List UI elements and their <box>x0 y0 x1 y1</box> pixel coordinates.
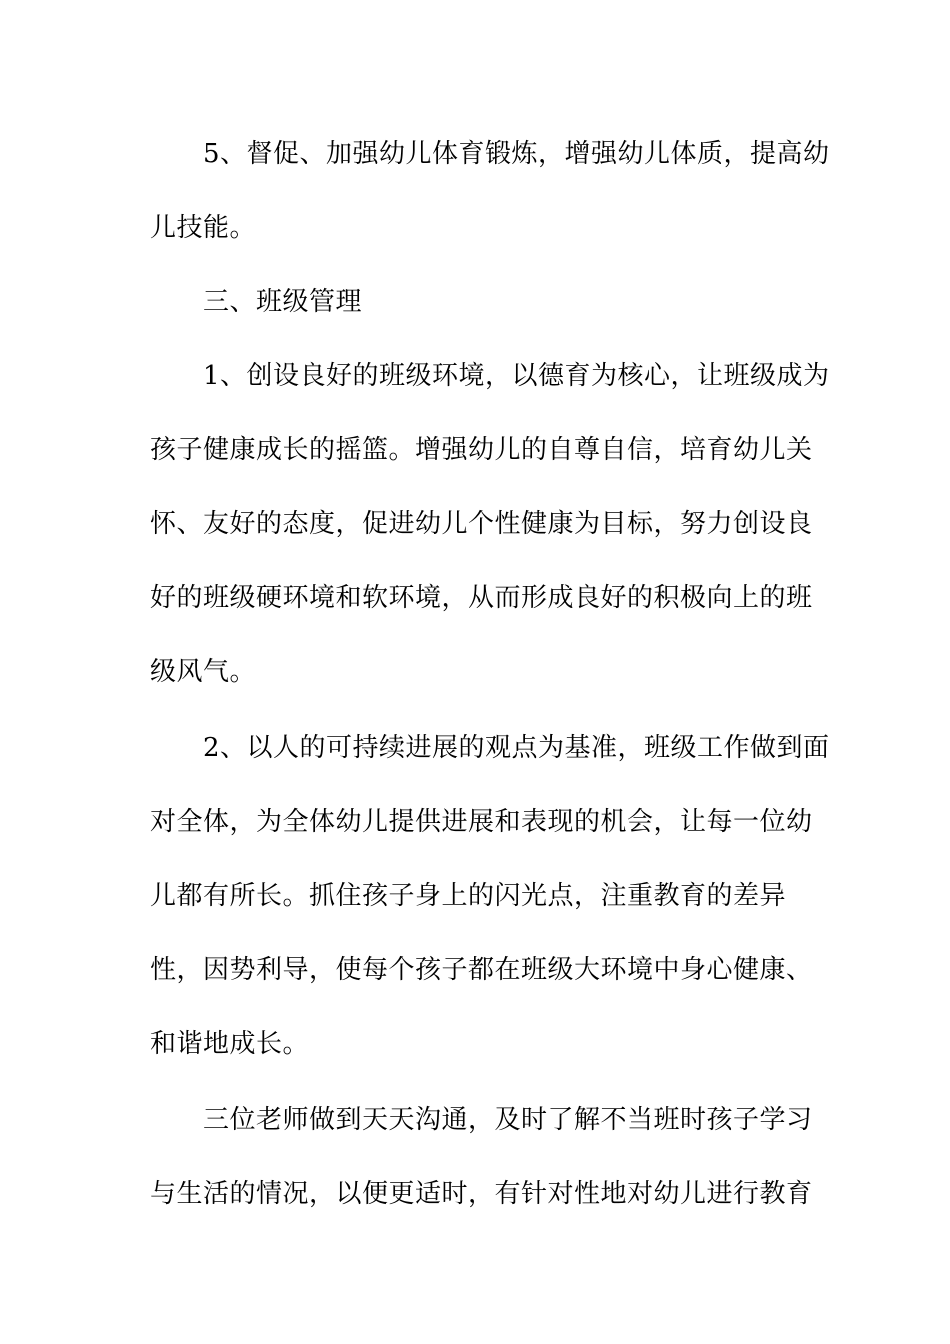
paragraph-2-line-1: 2、以人的可持续进展的观点为基准，班级工作做到面 <box>203 733 830 763</box>
paragraph-2-line-5: 和谐地成长。 <box>150 1029 310 1059</box>
paragraph-1-line-1: 1、创设良好的班级环境，以德育为核心，让班级成为 <box>203 361 830 391</box>
paragraph-1-line-4: 好的班级硬环境和软环境，从而形成良好的积极向上的班 <box>150 583 813 613</box>
paragraph-3-line-1: 三位老师做到天天沟通，及时了解不当班时孩子学习 <box>203 1105 813 1135</box>
paragraph-2-line-4: 性，因势利导，使每个孩子都在班级大环境中身心健康、 <box>150 955 813 985</box>
paragraph-1-line-3: 怀、友好的态度，促进幼儿个性健康为目标，努力创设良 <box>150 509 813 539</box>
section-heading-class-management: 三、班级管理 <box>203 287 363 317</box>
paragraph-2-line-2: 对全体，为全体幼儿提供进展和表现的机会，让每一位幼 <box>150 807 813 837</box>
paragraph-5-line-1: 5、督促、加强幼儿体育锻炼，增强幼儿体质，提高幼 <box>203 139 830 169</box>
paragraph-1-line-2: 孩子健康成长的摇篮。增强幼儿的自尊自信，培育幼儿关 <box>150 435 813 465</box>
paragraph-5-line-2: 儿技能。 <box>150 213 257 243</box>
paragraph-2-line-3: 儿都有所长。抓住孩子身上的闪光点，注重教育的差异 <box>150 881 787 911</box>
paragraph-3-line-2: 与生活的情况，以便更适时，有针对性地对幼儿进行教育 <box>150 1179 813 1209</box>
paragraph-1-line-5: 级风气。 <box>150 657 257 687</box>
